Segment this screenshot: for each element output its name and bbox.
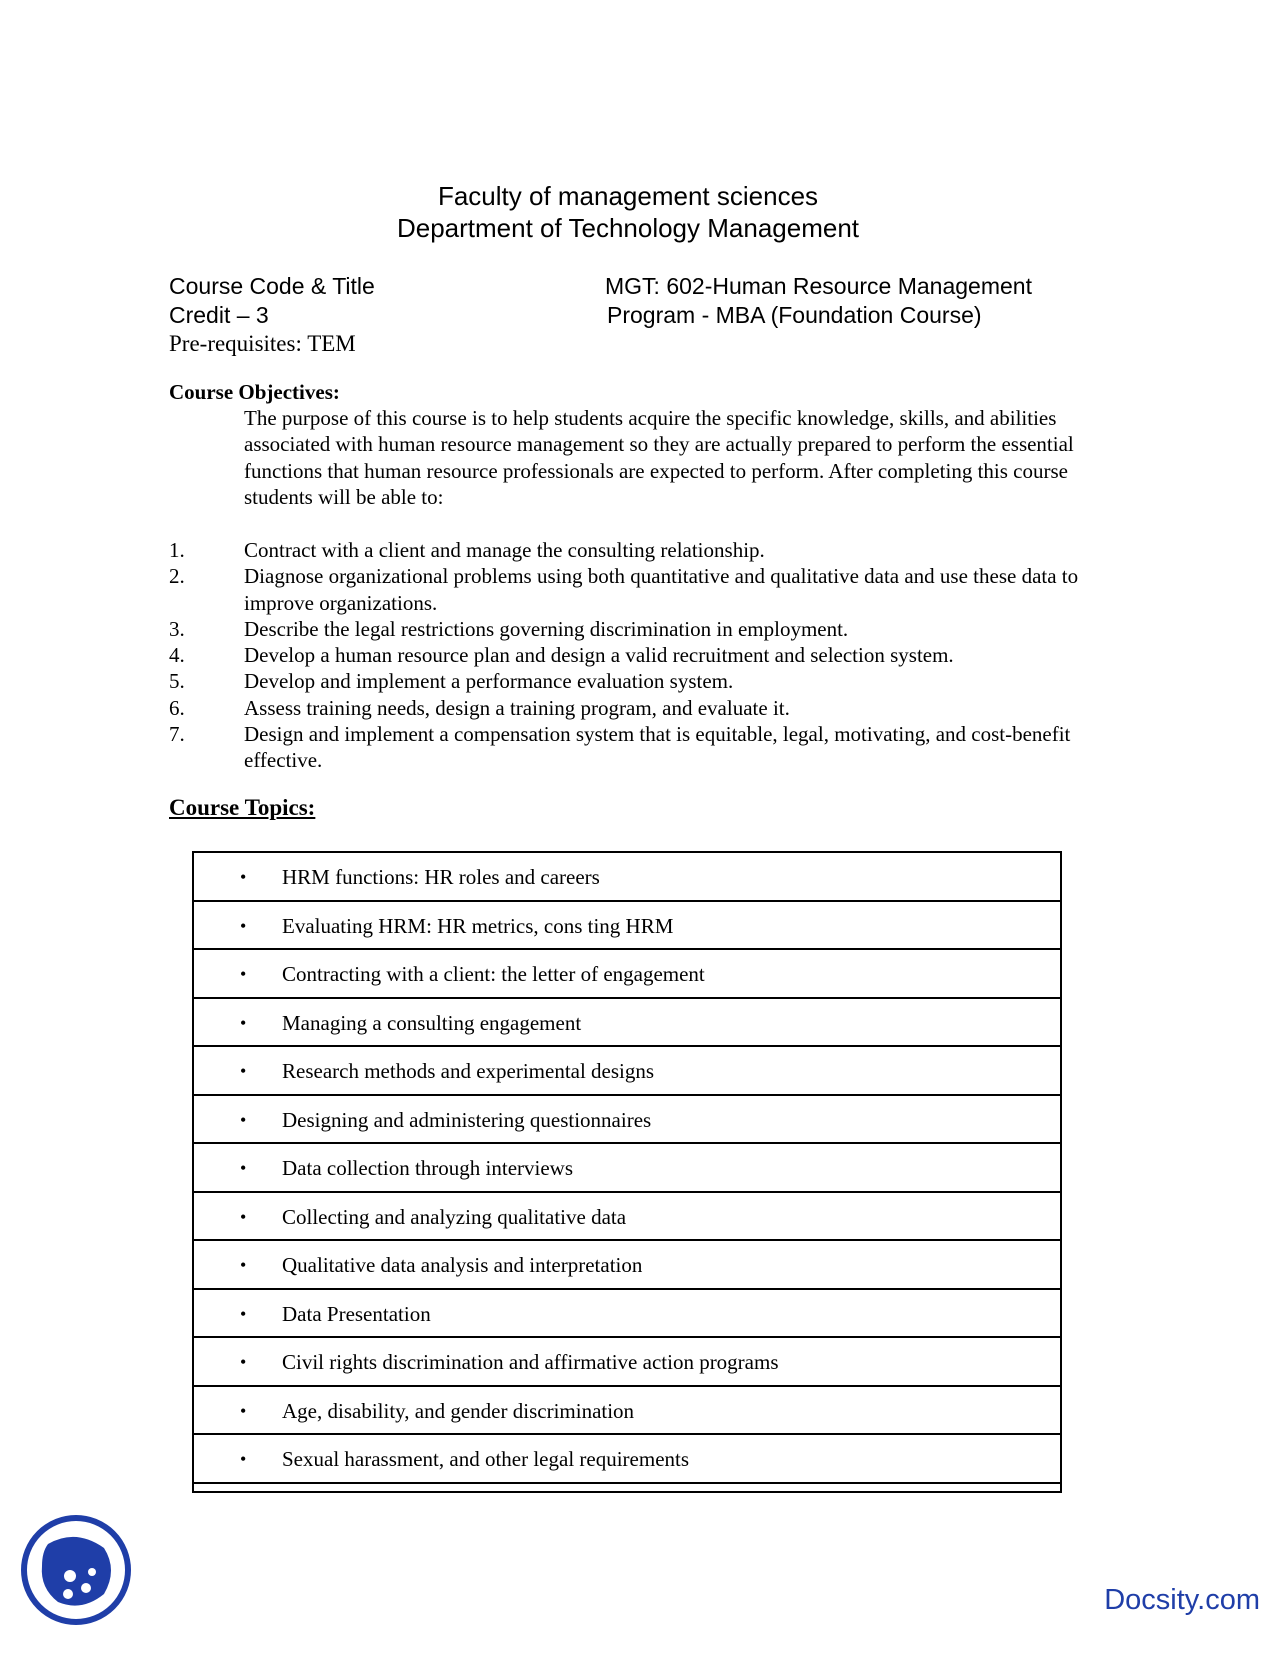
topic-text: Contracting with a client: the letter of engagement — [282, 962, 705, 986]
topic-row — [194, 1241, 1060, 1290]
objective-item — [169, 695, 1099, 721]
objective-item — [169, 642, 1099, 668]
topic-text: Research methods and experimental designs — [282, 1059, 655, 1083]
objective-text: Describe the legal restrictions governing discrimination in employment. — [244, 616, 849, 641]
logo-dot — [81, 1583, 91, 1593]
topic-row — [194, 1387, 1060, 1436]
topic-row — [194, 1435, 1060, 1484]
objective-item — [169, 537, 1099, 563]
topic-text: Civil rights discrimination and affirmative action programs — [282, 1350, 779, 1374]
topic-row — [194, 1096, 1060, 1145]
prerequisites: Pre-requisites: TEM — [169, 331, 356, 356]
topic-text: Data Presentation — [282, 1301, 431, 1326]
bullet-icon: • — [240, 1352, 247, 1372]
bullet-icon: • — [240, 1012, 247, 1033]
topic-text: Evaluating HRM: HR metrics, cons ting HRM — [282, 913, 674, 938]
topic-row — [194, 950, 1060, 999]
logo-blob — [42, 1537, 111, 1606]
bullet-icon: • — [240, 1303, 247, 1324]
topic-text: Designing and administering questionnaires — [282, 1107, 652, 1132]
course-code-value: MGT: 602-Human Resource Management — [605, 273, 1032, 299]
logo-dot — [88, 1568, 96, 1576]
objective-text: Develop and implement a performance evaluation system. — [244, 669, 734, 694]
objective-text: Diagnose organizational problems using both quantitative and qualitative data and use these data to improve organizations. — [244, 564, 1079, 615]
objectives-list — [169, 537, 1099, 774]
credit-label: Credit – 3 — [169, 302, 269, 328]
bullet-icon: • — [240, 915, 247, 936]
objective-number: 2. — [169, 564, 185, 589]
docsity-watermark-link[interactable]: Docsity.com — [1104, 1584, 1260, 1616]
logo-dot — [63, 1589, 73, 1599]
bullet-icon: • — [240, 867, 247, 887]
objectives-paragraph: The purpose of this course is to help students acquire the specific knowledge, skills, and abilities associated with human resource management so they are actually prepared to perform the essential functions that human resource professionals are expected to perform. After completing this course students will be able to: — [244, 406, 1074, 509]
objective-item — [169, 563, 1099, 616]
bullet-icon: • — [240, 1400, 247, 1421]
objective-text: Develop a human resource plan and design a valid recruitment and selection system. — [244, 643, 954, 668]
objective-number: 6. — [169, 695, 185, 720]
docsity-logo-icon[interactable] — [20, 1514, 132, 1626]
topic-row — [194, 1193, 1060, 1242]
topic-row — [194, 1047, 1060, 1096]
objective-text: Contract with a client and manage the consulting relationship. — [244, 538, 765, 562]
topics-table — [192, 851, 1062, 1493]
objective-item — [169, 616, 1099, 642]
bullet-icon: • — [240, 1255, 247, 1275]
topic-row — [194, 1144, 1060, 1193]
objective-item — [169, 721, 1099, 774]
header-department: Department of Technology Management — [396, 213, 860, 243]
objective-text: Design and implement a compensation system that is equitable, legal, motivating, and cost-benefit effective. — [244, 722, 1071, 773]
topics-title: Course Topics: — [169, 795, 316, 820]
topic-text: Sexual harassment, and other legal requirements — [282, 1447, 690, 1471]
topic-text: Data collection through interviews — [282, 1156, 573, 1180]
program-value: Program - MBA (Foundation Course) — [607, 302, 982, 328]
header-faculty: Faculty of management sciences — [437, 181, 819, 211]
topic-row — [194, 1290, 1060, 1339]
topic-row — [194, 1338, 1060, 1387]
objective-number: 1. — [169, 538, 185, 562]
bullet-icon: • — [240, 1109, 247, 1130]
topic-text: HRM functions: HR roles and careers — [282, 865, 600, 889]
topic-text: Collecting and analyzing qualitative data — [282, 1204, 627, 1229]
objective-number: 4. — [169, 643, 185, 668]
logo-dot — [64, 1570, 76, 1582]
objective-number: 7. — [169, 722, 185, 747]
topic-row — [194, 853, 1060, 902]
objective-number: 5. — [169, 669, 185, 694]
course-code-label: Course Code & Title — [169, 273, 375, 299]
objectives-title: Course Objectives: — [169, 380, 340, 404]
bullet-icon: • — [240, 1061, 247, 1081]
bullet-icon: • — [240, 1449, 247, 1469]
objective-text: Assess training needs, design a training program, and evaluate it. — [244, 695, 790, 720]
objective-number: 3. — [169, 616, 185, 641]
topic-row — [194, 999, 1060, 1048]
topic-row — [194, 902, 1060, 951]
topic-text: Qualitative data analysis and interpretation — [282, 1253, 643, 1277]
bullet-icon: • — [240, 964, 247, 984]
topic-text: Age, disability, and gender discrimination — [282, 1398, 635, 1423]
topic-text: Managing a consulting engagement — [282, 1010, 582, 1035]
bullet-icon: • — [240, 1206, 247, 1227]
objective-item — [169, 668, 1099, 694]
bullet-icon: • — [240, 1158, 247, 1178]
